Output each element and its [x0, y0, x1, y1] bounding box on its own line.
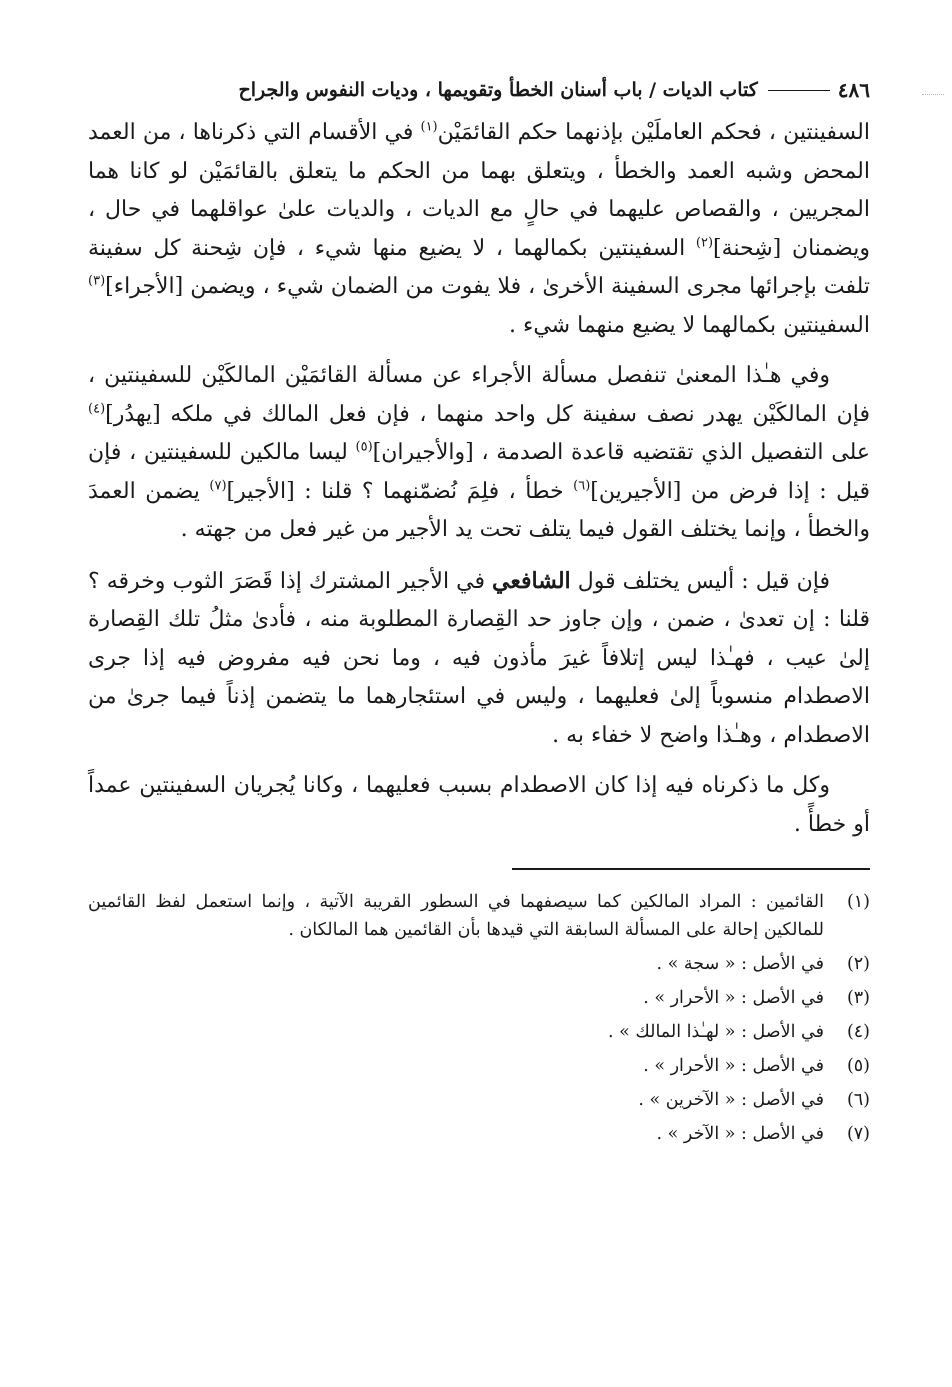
paragraph-text: على التفصيل الذي تقتضيه قاعدة الصدمة ، [والأجيران] — [372, 440, 870, 465]
page-header — [88, 70, 870, 110]
paragraph-text: وفي هـٰذا المعنىٰ تنفصل مسألة الأجراء عن مسألة القائمَيْن المالكَيْن للسفينتين ، فإن المالكَيْن يهدر نصف سفينة كل واحد منهما ، فإن فعل المالك في ملكه [يهدُر] — [88, 363, 870, 427]
body-text — [88, 114, 870, 844]
paragraph-text: ليسا مالكين للسفينتين ، فإن قيل : إذا فرض من [الأجيرين] — [88, 440, 870, 504]
footnote-divider — [512, 868, 870, 870]
footnote-text: القائمين : المراد المالكين كما سيصفهما في السطور القريبة الآتية ، وإنما استعمل لفظ القائمين للمالكين إحالة على المسألة السابقة التي قيدها بأن القائمين هما المالكان . — [88, 892, 824, 940]
paragraph — [88, 767, 870, 844]
footnote — [88, 1086, 870, 1114]
footnote-reference: (٧) — [209, 478, 227, 494]
paragraph-text: في الأقسام التي ذكرناها ، من العمد المحض وشبه العمد والخطأ ، ويتعلق بهما من الحكم ما يتعلق بالقائمَيْن لو كانا هما المجريين ، والقصاص عليهما في حالٍ مع الديات ، والديات علىٰ عواقلهما في حال ، ويضمنان [شِحنة] — [88, 120, 870, 261]
emphasized-name: الشافعي — [492, 567, 571, 594]
footnote-reference: (٤) — [88, 401, 106, 417]
footnote-text: في الأصل : « الآخرين » . — [638, 1090, 824, 1110]
footnote-number: (٥) — [846, 1056, 870, 1076]
book-page — [88, 70, 870, 1148]
footnote-number: (٢) — [846, 954, 870, 974]
page-number: ٤٨٦ — [837, 78, 870, 102]
footnote — [88, 888, 870, 944]
footnote-text: في الأصل : « لهـٰذا المالك » . — [607, 1022, 824, 1042]
paragraph-text: خطأ ، فلِمَ نُضمّنهما ؟ قلنا : [الأجير] — [226, 478, 574, 504]
footnote-text: في الأصل : « سجة » . — [656, 954, 824, 974]
footnote — [88, 950, 870, 978]
footnote-reference: (٦) — [573, 478, 591, 494]
paragraph-text: السفينتين بكمالهما ، لا يضيع منها شيء ، فإن شِحنة كل سفينة تلفت بإجرائها مجرى السفينة الأخرىٰ ، فلا يفوت من الضمان شيء ، ويضمن [الأجراء] — [88, 235, 870, 299]
footnote — [88, 1052, 870, 1080]
footnote-number: (٣) — [846, 988, 870, 1008]
footnote-reference: (٣) — [88, 273, 106, 289]
footnote-reference: (٥) — [355, 439, 373, 455]
footnote — [88, 984, 870, 1012]
footnote — [88, 1120, 870, 1148]
footnote-number: (٤) — [846, 1022, 870, 1042]
footnote-number: (١) — [846, 892, 870, 912]
paragraph-text: فإن قيل : أليس يختلف قول — [570, 568, 830, 594]
paragraph-text: في الأجير المشترك إذا قَصَرَ الثوب وخرقه ؟ قلنا : إن تعدىٰ ، ضمن ، وإن جاوز حد القِصارة المطلوبة منه ، فأدىٰ مثلُ تلك القِصارة إلىٰ عيب ، فهـٰذا ليس إتلافاً غيرَ مأذون فيه ، وما نحن فيه مفروض فيه إذا جرى الاصطدام منسوباً إلىٰ فعليهما ، وليس في استئجارهما ما يتضمن إذناً فيما جرىٰ من الاصطدام ، وهـٰذا واضح لا خفاء به . — [88, 568, 870, 748]
margin-mark — [922, 94, 944, 95]
header-rule — [768, 90, 830, 91]
running-title: كتاب الديات / باب أسنان الخطأ وتقويمها ، وديات النفوس والجراح — [238, 79, 758, 101]
paragraph-text: وكل ما ذكرناه فيه إذا كان الاصطدام بسبب فعليهما ، وكانا يُجريان السفينتين عمداً أو خطأً . — [88, 773, 870, 837]
paragraph-text: السفينتين بكمالهما لا يضيع منهما شيء . — [509, 312, 870, 338]
footnote-number: (٦) — [846, 1090, 870, 1110]
footnote-reference: (١) — [420, 119, 438, 135]
footnote-reference: (٢) — [695, 235, 714, 251]
paragraph-text: يضمن العمدَ والخطأ ، وإنما يختلف القول فيما يتلف تحت يد الأجير من غير فعل من جهته . — [88, 478, 870, 542]
paragraph — [88, 114, 870, 345]
footnote — [88, 1018, 870, 1046]
footnote-number: (٧) — [846, 1124, 870, 1144]
footnotes — [88, 888, 870, 1148]
footnote-text: في الأصل : « الآخر » . — [656, 1124, 824, 1144]
footnote-text: في الأصل : « الأحرار » . — [643, 988, 824, 1008]
footnote-text: في الأصل : « الأحرار » . — [643, 1056, 824, 1076]
paragraph — [88, 357, 870, 550]
paragraph-text: السفينتين ، فحكم العاملَيْن بإذنهما حكم القائمَيْن — [437, 120, 870, 145]
paragraph — [88, 562, 870, 756]
